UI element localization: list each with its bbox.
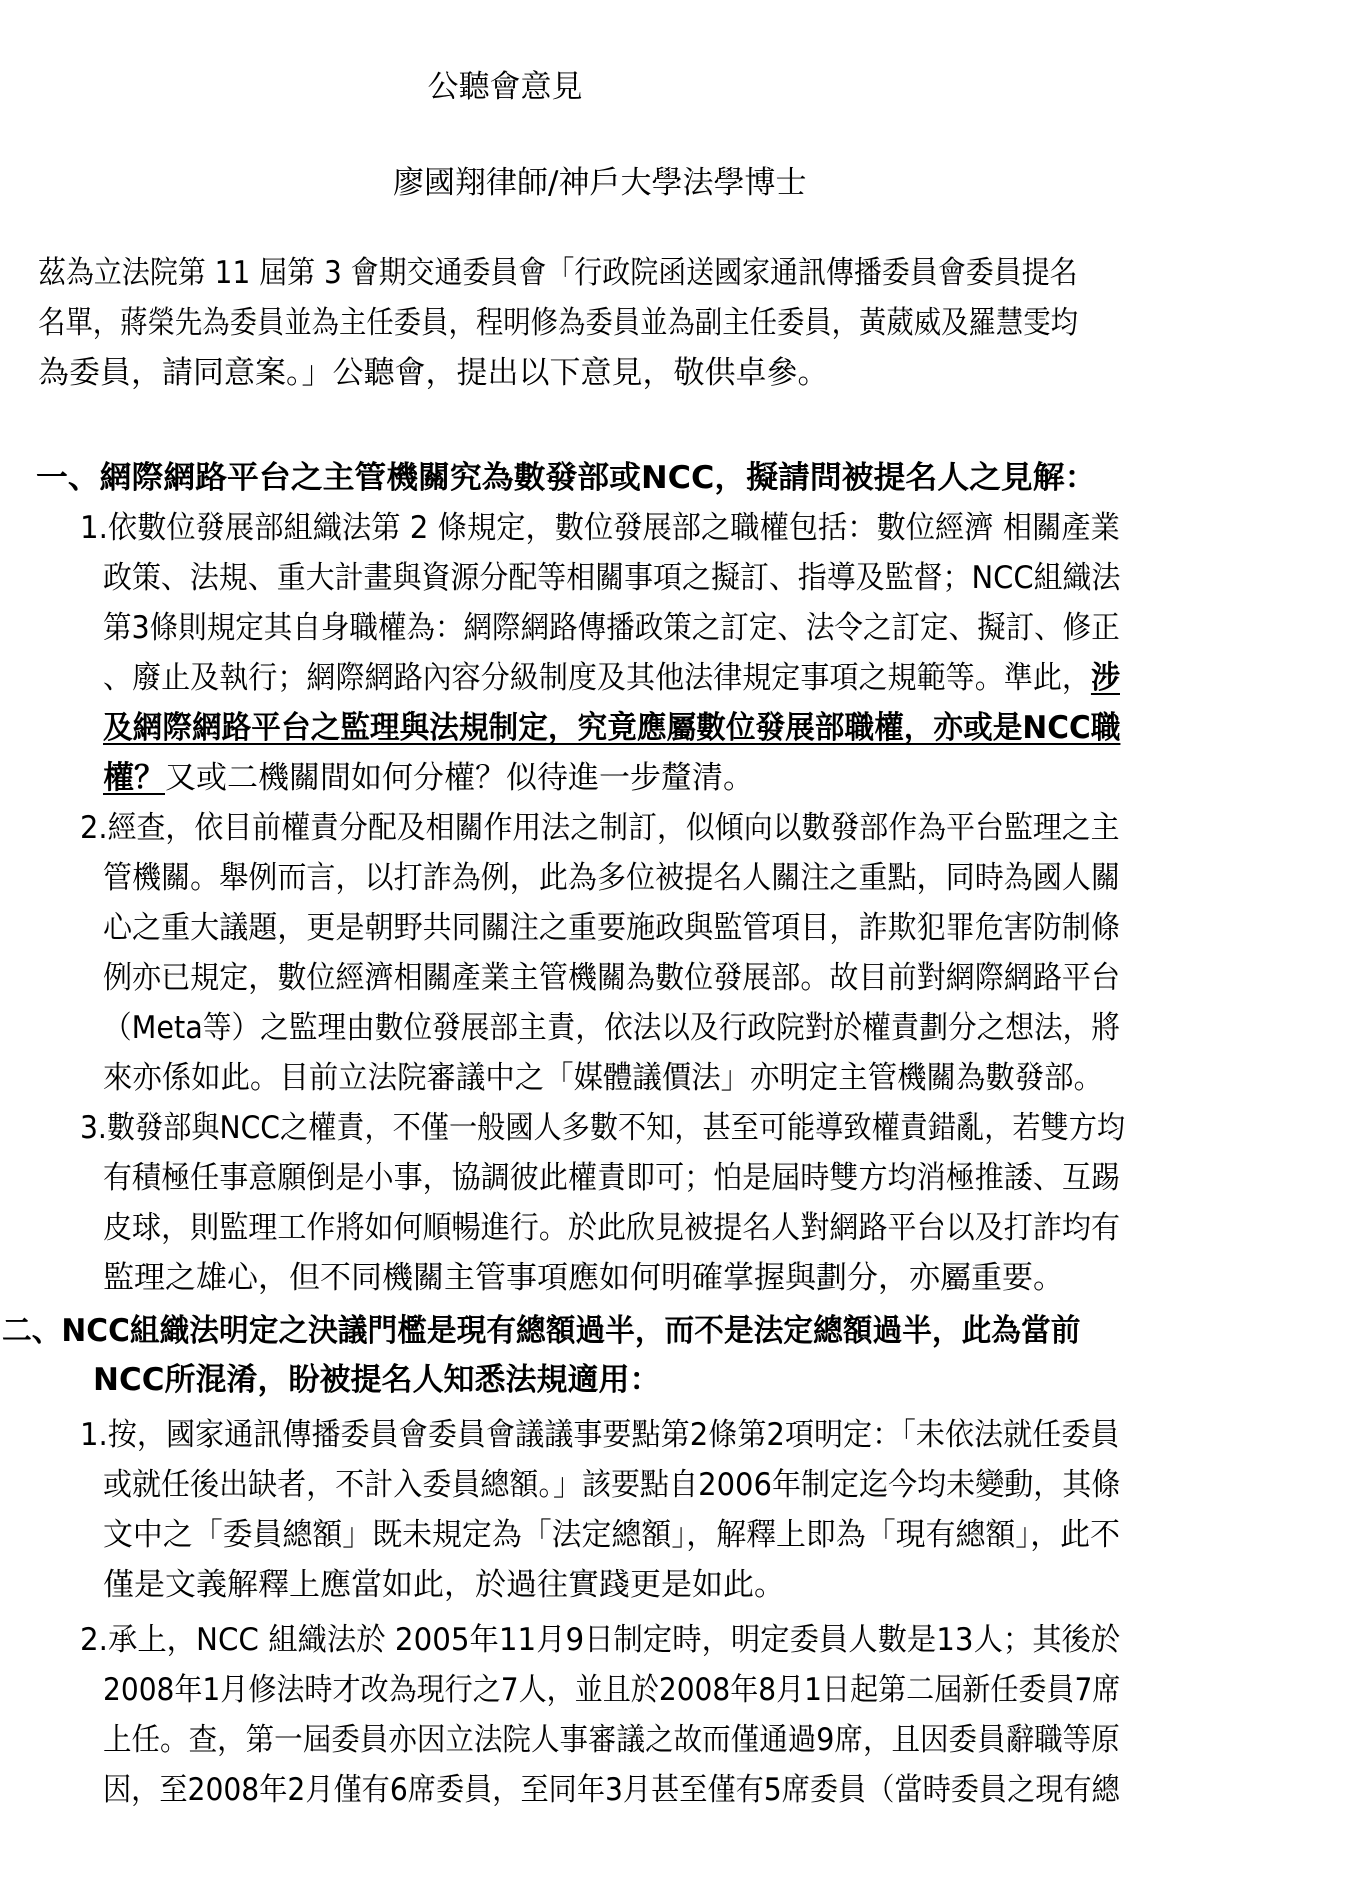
- section1-item1-key-question-text: 權？: [103, 760, 165, 796]
- document-title: 公聽會意見: [427, 69, 583, 105]
- section2-item2-line: 因，至2008年2月僅有6席委員，至同年3月甚至僅有5席委員（當時委員之現有總: [103, 1772, 1120, 1808]
- section1-item2-line: 例亦已規定，數位經濟相關產業主管機關為數位發展部。故目前對網際網路平台: [103, 960, 1120, 996]
- section1-item2-line: （Meta等）之監理由數位發展部主責，依法以及行政院對於權責劃分之想法，將: [103, 1010, 1120, 1046]
- section1-item2-line: 管機關。舉例而言，以打詐為例，此為多位被提名人關注之重點，同時為國人關: [103, 860, 1120, 896]
- author-line: 廖國翔律師/神戶大學法學博士: [393, 165, 807, 201]
- section2-item1-line: 或就任後出缺者，不計入委員總額。」該要點自2006年制定迄今均未變動，其條: [103, 1467, 1121, 1503]
- section2-heading: 二、NCC組織法明定之決議門檻是現有總額過半，而不是法定總額過半，此為當前: [2, 1313, 1081, 1349]
- intro-line: 茲為立法院第 11 屆第 3 會期交通委員會「行政院函送國家通訊傳播委員會委員提名: [38, 255, 1078, 291]
- intro-line: 名單，蔣榮先為委員並為主任委員，程明修為委員並為副主任委員，黃葳威及羅慧雯均: [38, 305, 1078, 341]
- intro-line: 為委員，請同意案。」公聽會，提出以下意見，敬供卓參。: [38, 355, 829, 391]
- section1-item3-line: 監理之雄心，但不同機關主管事項應如何明確掌握與劃分，亦屬重要。: [103, 1260, 1064, 1296]
- section1-item1-line: 1.依數位發展部組織法第 2 條規定，數位發展部之職權包括：數位經濟 相關產業: [80, 510, 1120, 546]
- section1-item3-line: 皮球，則監理工作將如何順暢進行。於此欣見被提名人對網路平台以及打詐均有: [103, 1210, 1120, 1246]
- section2-item2-line: 上任。查，第一屆委員亦因立法院人事審議之故而僅通過9席，且因委員辭職等原: [103, 1722, 1120, 1758]
- section1-item3-line: 3.數發部與NCC之權責，不僅一般國人多數不知，甚至可能導致權責錯亂，若雙方均: [80, 1110, 1126, 1146]
- section1-item1-line: [103, 758, 754, 798]
- section2-item1-line: 僅是文義解釋上應當如此，於過往實踐更是如此。: [103, 1567, 785, 1603]
- section1-item1-plain-text: 又或二機關間如何分權？似待進一步釐清。: [165, 760, 754, 796]
- section1-item2-line: 2.經查，依目前權責分配及相關作用法之制訂，似傾向以數發部作為平台監理之主: [80, 810, 1120, 846]
- section2-item2-line: 2.承上，NCC 組織法於 2005年11月9日制定時，明定委員人數是13人；其後於: [80, 1622, 1121, 1658]
- section1-item1-line: 第3條則規定其自身職權為：網際網路傳播政策之訂定、法令之訂定、擬訂、修正: [103, 610, 1120, 646]
- section1-item1-line: 政策、法規、重大計畫與資源分配等相關事項之擬訂、指導及監督；NCC組織法: [103, 560, 1121, 596]
- section2-heading: NCC所混淆，盼被提名人知悉法規適用：: [93, 1362, 661, 1398]
- section1-item1-key-question-line: 及網際網路平台之監理與法規制定，究竟應屬數位發展部職權，亦或是NCC職: [103, 710, 1121, 746]
- section2-item1-line: 文中之「委員總額」既未規定為「法定總額」，解釋上即為「現有總額」，此不: [103, 1517, 1120, 1553]
- section1-item3-line: 有積極任事意願倒是小事，協調彼此權責即可；怕是屆時雙方均消極推諉、互踢: [103, 1160, 1120, 1196]
- section1-item1-line: [103, 658, 1120, 698]
- section2-item1-line: 1.按，國家通訊傳播委員會委員會議議事要點第2條第2項明定：「未依法就任委員: [80, 1417, 1120, 1453]
- section1-item1-key-question-text: 涉: [1090, 660, 1120, 696]
- section1-heading: 一、網際網路平台之主管機關究為數發部或NCC，擬請問被提名人之見解：: [36, 460, 1097, 496]
- section2-item2-line: 2008年1月修法時才改為現行之7人，並且於2008年8月1日起第二屆新任委員7席: [103, 1672, 1121, 1708]
- section1-item1-plain-text: 、廢止及執行；網際網路內容分級制度及其他法律規定事項之規範等。準此，: [103, 660, 1091, 696]
- section1-item2-line: 心之重大議題，更是朝野共同關注之重要施政與監管項目，詐欺犯罪危害防制條: [103, 910, 1120, 946]
- section1-item2-line: 來亦係如此。目前立法院審議中之「媒體議價法」亦明定主管機關為數發部。: [103, 1060, 1103, 1096]
